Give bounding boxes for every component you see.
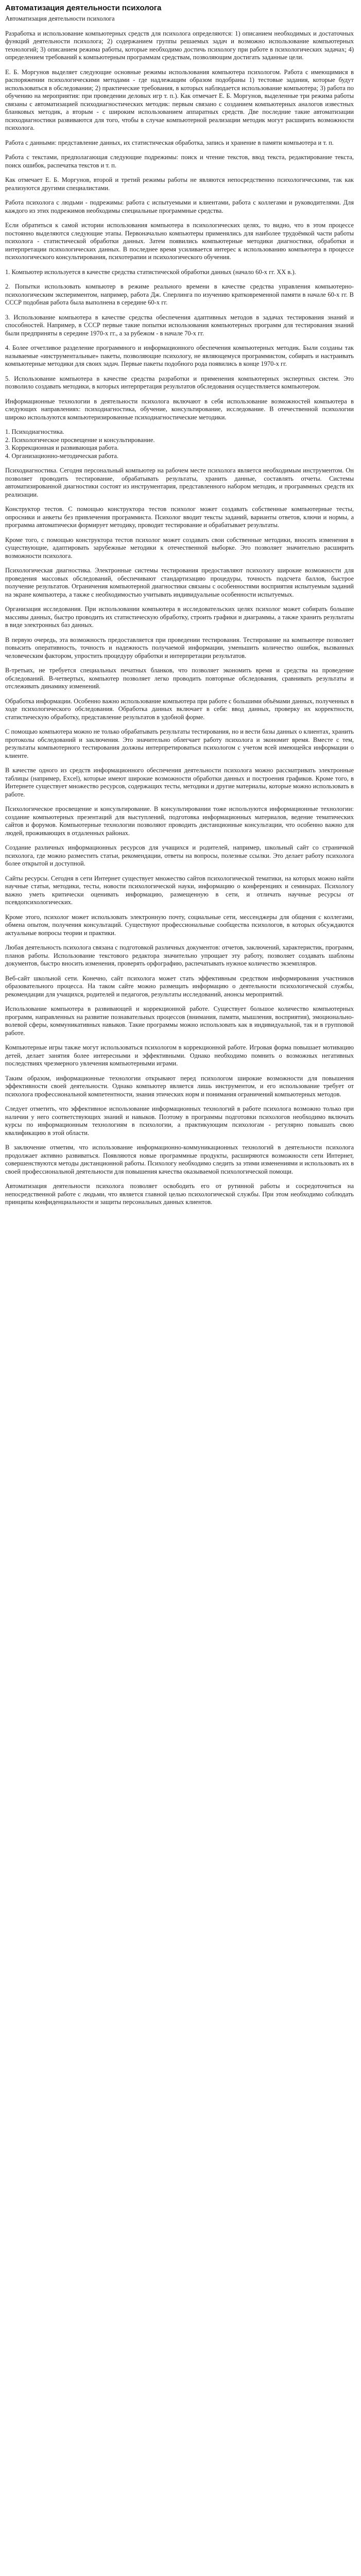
paragraph: Создание различных информационных ресурсов для учащихся и родителей, например, школьный сайт со страничкой психолога, где можно разместить статьи, рекомендации, ответы на вопросы, полезные ссылки. Это делает работу психолога более открытой и доступной. [5, 844, 354, 867]
paragraph: Если обратиться к самой истории использования компьютера в психологических целях, то видно, что в этом процессе постоянно выделяются следующие этапы. Первоначально компьютеры применялись для наиболее трудоёмкой части работы психолога - статистической обработки данных. Затем появились компьютерные методики диагностики, обработки и интерпретации психологических данных. В последнее время усиливается интерес к использованию компьютера в процессе психологического консультирования, психотерапии и психологического обучения. [5, 222, 354, 261]
paragraph: 5. Использование компьютера в качестве средства разработки и применения компьютерных экспертных систем. Это позволило создавать методики, в которых интерпретация результатов обследования осуществляется компьютером. [5, 375, 354, 390]
paragraph: Сайты ресурсы. Сегодня в сети Интернет существует множество сайтов психологической тематики, на которых можно найти научные статьи, методики, тесты, новости психологической науки, информацию о конференциях и семинарах. Психологу важно уметь критически оценивать информацию, размещенную в сети, и отличать научные ресурсы от псевдопсихологических. [5, 874, 354, 906]
paragraph: В качестве одного из средств информационного обеспечения деятельности психолога можно рассматривать электронные таблицы (например, Excel), которые имеют широкие возможности обработки данных и построения графиков. Кроме того, в Интернете существует множество ресурсов, содержащих тесты, методики и другие материалы, которые можно использовать в работе. [5, 767, 354, 798]
page-title: Автоматизация деятельности психолога [5, 4, 162, 12]
paragraph: Информационные технологии в деятельности психолога включают в себя использование возможностей компьютера в следующих направлениях: психодиагностика, обучение, консультирование, исследование. В отечественной психологии широко используются компьютеризированные психодиагностические методики. [5, 397, 354, 421]
paragraph: В-третьих, не требуется специальных печатных бланков, что позволяет экономить время и средства на проведение обследований. В-четвертых, компьютер позволяет легко проводить повторные обследования, сравнивать результаты и отслеживать динамику изменений. [5, 667, 354, 690]
paragraph: Конструктор тестов. С помощью конструктора тестов психолог может создавать собственные компьютерные тесты, опросники и анкеты без привлечения программиста. Психолог вводит тексты заданий, варианты ответов, ключи и нормы, а программа автоматически формирует методику, проводит тестирование и обрабатывает результаты. [5, 505, 354, 529]
paragraph: Е. Б. Моргунов выделяет следующие основные режимы использования компьютера психологом. Работа с имеющимися в распоряжении психологическими методами - где надлежащим образом подобраны 1) тестовые задания, которые будут использоваться в обследовании; 2) практические требования, в которых наблюдается использование компьютера; 3) работа по обучению на мероприятия: при проведении деловых игр т. п.). Как отмечает Е. Б. Моргунов, выделенные три режима работы связаны с автоматизацией психодиагностических методик: первым связано с созданием компьютерных аналогов известных бланковых методик, а вторым - с широким использованием аппаратных средств. Две последние такие автоматизации психодиагностики развиваются для того, чтобы в случае компьютерной реализации методик могут расширить возможности психолога. [5, 68, 354, 131]
paragraph: 1. Компьютер используется в качестве средства статистической обработки данных (начало 60-х гг. XX в.). [5, 268, 296, 276]
paragraph: 3. Коррекционная и развивающая работа. [5, 444, 119, 451]
paragraph: В первую очередь, эта возможность предоставляется при проведении тестирования. Тестирование на компьютере позволяет повысить оперативность, точность и надежность получаемой информации, уменьшить количество ошибок, вызванных человеческим фактором, упростить процедуру обработки и интерпретации результатов. [5, 636, 354, 659]
paragraph: Автоматизация деятельности психолога позволяет освободить его от рутинной работы и сосредоточиться на непосредственной работе с людьми, что является главной целью психологической службы. При этом необходимо соблюдать принципы конфиденциальности и защиты персональных данных клиентов. [5, 1182, 354, 1206]
paragraph: Использование компьютера в развивающей и коррекционной работе. Существует большое количество компьютерных программ, направленных на развитие познавательных процессов (внимания, памяти, мышления, восприятия), эмоционально-волевой сферы, коммуникативных навыков. Такие программы можно использовать как в индивидуальной, так и в групповой работе. [5, 1005, 354, 1037]
paragraph: С помощью компьютера можно не только обрабатывать результаты тестирования, но и вести базы данных о клиентах, хранить протоколы обследований и заключения. Это значительно облегчает работу психолога и экономит время. Вместе с тем, результаты компьютерного тестирования должны интерпретироваться психологом с учетом всей имеющейся информации о клиенте. [5, 728, 354, 759]
article-body [5, 15, 354, 1207]
paragraph: 4. Организационно-методическая работа. [5, 452, 118, 460]
paragraph: Кроме этого, психолог может использовать электронную почту, социальные сети, мессенджеры для общения с коллегами, обмена опытом, получения консультаций. Существуют профессиональные сообщества психологов, в которых обсуждаются актуальные вопросы теории и практики. [5, 913, 354, 937]
paragraph: Автоматизация деятельности психолога [5, 15, 115, 22]
paragraph: Разработка и использование компьютерных средств для психолога определяются: 1) описанием необходимых и достаточных функций деятельности психолога; 2) содержанием группы решаемых задач и возможно использование компьютерных технологий; 3) описанием режима работы, которые необходимо достичь психологу при работе в психологических задачах; 4) определением требований к компьютерным программам средствам, позволяющим достигать заданные цели. [5, 29, 354, 61]
paragraph: Работа психолога с людьми - подрежимы: работа с испытуемыми и клиентами, работа с коллегами и руководителями. Для каждого из этих подрежимов необходимы специальные программные средства. [5, 199, 354, 214]
paragraph: Любая деятельность психолога связана с подготовкой различных документов: отчетов, заключений, характеристик, программ, планов работы. Использование текстового редактора значительно упрощает эту работу, позволяет создавать шаблоны документов, быстро вносить изменения, проверять орфографию, распечатывать нужное количество экземпляров. [5, 944, 354, 967]
paragraph: Организация исследования. При использовании компьютера в исследовательских целях психолог может собирать большие массивы данных, быстро проводить их статистическую обработку, строить графики и диаграммы, а также хранить результаты в виде электронных баз данных. [5, 605, 354, 629]
paragraph: Работа с данными: представление данных, их статистическая обработка, запись и хранение в памяти компьютера и т. п. [5, 139, 334, 146]
paragraph: Психодиагностика. Сегодня персональный компьютер на рабочем месте психолога является необходимым инструментом. Он позволяет проводить тестирование, обрабатывать результаты, хранить данные, составлять отчеты. Системы автоматизированной диагностики состоят из инструментария, представленного набором методик, и программных средств их реализации. [5, 467, 354, 498]
paragraph: Работа с текстами, предполагающая следующие подрежимы: поиск и чтение текстов, ввод текста, редактирование текста, поиск ошибок, распечатка текстов и т. п. [5, 154, 354, 169]
article [0, 0, 361, 1207]
paragraph: Кроме того, с помощью конструктора тестов психолог может создавать свои собственные методики, вносить изменения в существующие, адаптировать зарубежные методики к отечественной выборке. Это позволяет значительно расширить возможности психолога. [5, 536, 354, 560]
paragraph: 3. Использование компьютера в качестве средства обеспечения адаптивных методов в задачах тестирования знаний и способностей. Например, в СССР первые такие попытки использования компьютерных программ для тестирования знаний были предприняты в середине 1970-х гг., а за рубежом - в начале 70-х гг. [5, 313, 354, 337]
paragraph: 4. Более отчетливое разделение программного и информационного обеспечения компьютерных методик. Были созданы так называемые «инструментальные» пакеты, позволяющие психологу, не являющемуся программистом, собирать и настраивать компьютерные методики для своих задач. Первые пакеты подобного рода появились в конце 1970-х гг. [5, 344, 354, 367]
paragraph: Таким образом, информационные технологии открывают перед психологом широкие возможности для повышения эффективности своей деятельности. Однако компьютер является лишь инструментом, и его использование требует от психолога профессиональной компетентности, знания этических норм и понимания ограничений компьютерных методов. [5, 1074, 354, 1098]
paragraph: 1. Психодиагностика. [5, 428, 64, 435]
paragraph: В заключение отметим, что использование информационно-коммуникационных технологий в деятельности психолога продолжает активно развиваться. Появляются новые программные продукты, расширяются возможности сети Интернет, совершенствуются методы дистанционной работы. Психологу необходимо следить за этими изменениями и использовать их в своей профессиональной деятельности для повышения качества оказываемой психологической помощи. [5, 1144, 354, 1175]
paragraph: Следует отметить, что эффективное использование информационных технологий в работе психолога возможно только при наличии у него соответствующих знаний и навыков. Поэтому в программы подготовки психологов необходимо включать курсы по информационным технологиям в психологии, а практикующим психологам - регулярно повышать свою квалификацию в этой области. [5, 1105, 354, 1137]
paragraph: Веб-сайт школьной сети. Конечно, сайт психолога может стать эффективным средством информирования участников образовательного процесса. На таком сайте можно размещать информацию о деятельности психологической службы, рекомендации для учащихся, родителей и педагогов, результаты исследований, анонсы мероприятий. [5, 974, 354, 998]
paragraph: Психологическое просвещение и консультирование. В консультировании тоже используются информационные технологии: создание компьютерных презентаций для выступлений, подготовка информационных материалов, ведение тематических сайтов и форумов. Компьютерные технологии позволяют проводить дистанционные консультации, что особенно важно для людей, проживающих в отдаленных районах. [5, 805, 354, 837]
paragraph: Компьютерные игры также могут использоваться психологом в коррекционной работе. Игровая форма повышает мотивацию детей, делает занятия более интересными и эффективными. Однако необходимо помнить о возможных негативных последствиях чрезмерного увлечения компьютерными играми. [5, 1044, 354, 1067]
paragraph: Обработка информации. Особенно важно использование компьютера при работе с большими объёмами данных, полученных в ходе психологического обследования. Обработка данных включает в себя: ввод данных, проверку их корректности, статистическую обработку, представление результатов в удобной форме. [5, 697, 354, 721]
paragraph: 2. Психологическое просвещение и консультирование. [5, 436, 155, 444]
paragraph: 2. Попытки использовать компьютер в режиме реального времени в качестве средства управления компьютерно-психологическим экспериментом, например, работа Дж. Сперлинга по изучению кратковременной памяти в начале 60-х гг. В СССР подобная работа была выполнена в середине 60-х гг. [5, 283, 354, 306]
paragraph: Психологическая диагностика. Электронные системы тестирования предоставляют психологу широкие возможности для проведения массовых обследований, обеспечивают стандартизацию процедуры, точность подсчета баллов, быстрое получение результатов. Ограничения компьютерной диагностики связаны с особенностями восприятия испытуемым заданий на экране компьютера, а также с необходимостью учитывать индивидуальные особенности испытуемых. [5, 567, 354, 598]
paragraph: Как отмечает Е. Б. Моргунов, второй и третий режимы работы не являются непосредственно психологическими, так как реализуются другими специалистами. [5, 176, 354, 192]
